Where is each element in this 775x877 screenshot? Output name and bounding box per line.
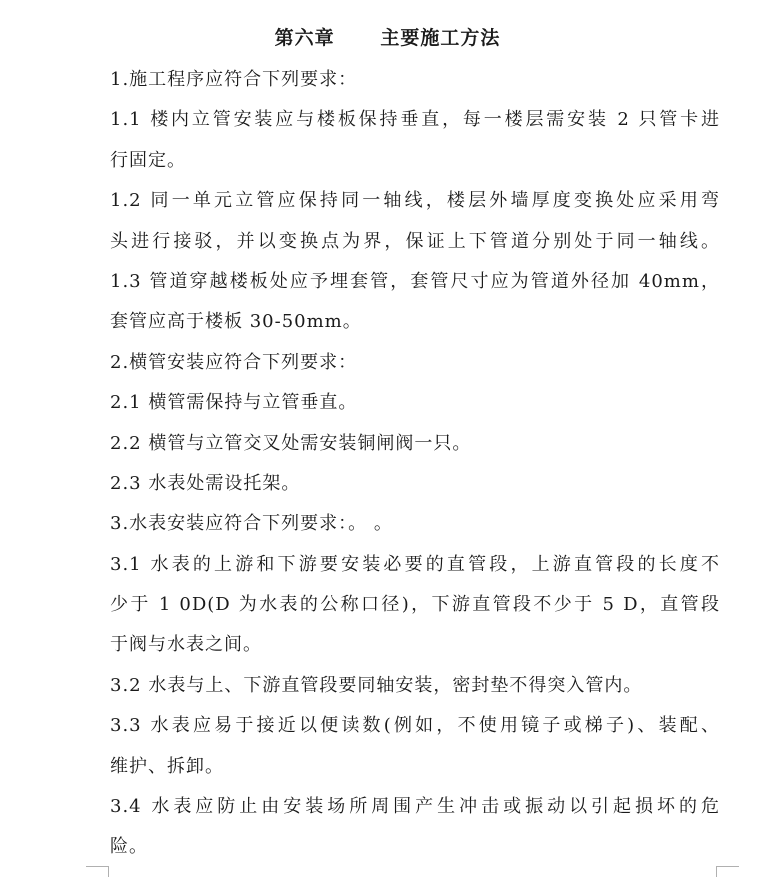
page-corner-mark-left xyxy=(86,866,109,877)
text-line: 于阀与水表之间。 xyxy=(110,634,262,656)
text-line: 套管应高于楼板 30-50mm。 xyxy=(110,311,362,333)
text-line: 2.2 横管与立管交叉处需安装铜闸阀一只。 xyxy=(110,432,472,454)
text-line: 2.1 横管需保持与立管垂直。 xyxy=(110,392,358,414)
page-corner-mark-right xyxy=(716,866,739,877)
text-line: 3.水表安装应符合下列要求：。 。 xyxy=(110,513,393,535)
text-line: 3.4 水表应防止由安装场所周围产生冲击或振动以引起损坏的危 xyxy=(110,796,720,818)
text-line: 维护、拆卸。 xyxy=(110,755,224,777)
text-line: 3.2 水表与上、下游直管段要同轴安装，密封垫不得突入管内。 xyxy=(110,674,643,696)
text-line: 头进行接驳，并以变换点为界，保证上下管道分别处于同一轴线。 xyxy=(110,230,720,252)
document-body xyxy=(110,60,720,868)
text-line: 1.3 管道穿越楼板处应予埋套管，套管尺寸应为管道外径加 40mm， xyxy=(110,270,720,292)
text-line: 险。 xyxy=(110,836,148,858)
text-line: 少于 1 0D(D 为水表的公称口径)，下游直管段不少于 5 D，直管段 xyxy=(110,594,720,616)
text-line: 行固定。 xyxy=(110,149,186,171)
text-line: 3.3 水表应易于接近以便读数(例如，不使用镜子或梯子)、装配、 xyxy=(110,715,720,737)
text-line: 1.施工程序应符合下列要求： xyxy=(110,69,358,90)
text-line: 3.1 水表的上游和下游要安装必要的直管段，上游直管段的长度不 xyxy=(110,553,720,575)
text-line: 2.横管安装应符合下列要求： xyxy=(110,351,358,373)
text-line: 1.2 同一单元立管应保持同一轴线，楼层外墙厚度变换处应采用弯 xyxy=(110,190,720,212)
chapter-title: 第六章 主要施工方法 xyxy=(274,27,501,49)
text-line: 1.1 楼内立管安装应与楼板保持垂直，每一楼层需安装 2 只管卡进 xyxy=(110,109,720,131)
text-line: 2.3 水表处需设托架。 xyxy=(110,472,301,494)
